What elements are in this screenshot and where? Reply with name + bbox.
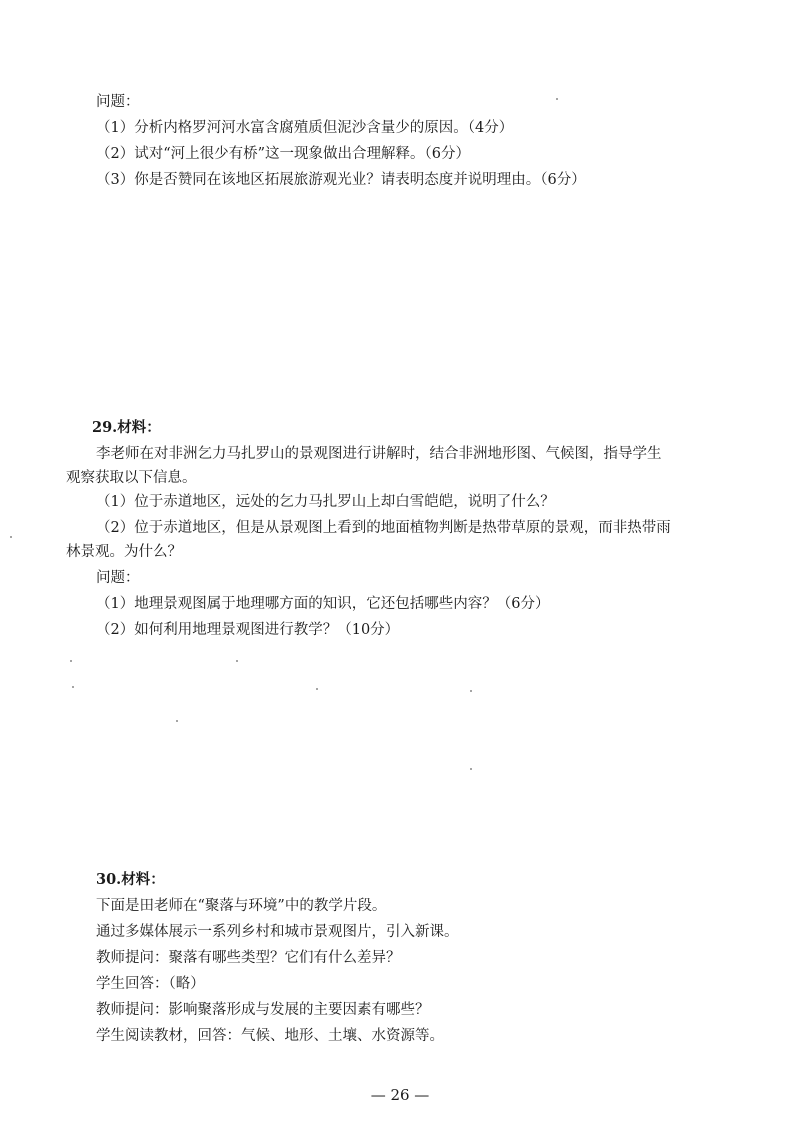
page-number: — 26 — [370, 1086, 430, 1104]
scan-speck [10, 536, 12, 538]
section29-info-1: （1）位于赤道地区，远处的乞力马扎罗山上却白雪皑皑，说明了什么？ [96, 494, 555, 510]
section30-line-1: 下面是田老师在“聚落与环境”中的教学片段。 [96, 898, 387, 914]
section28-wenti: 问题： [96, 94, 140, 110]
section30-line-3: 教师提问：聚落有哪些类型？它们有什么差异？ [96, 950, 401, 966]
scan-speck [70, 660, 72, 662]
scan-speck [236, 660, 238, 662]
section29-info-2-line-1: （2）位于赤道地区，但是从景观图上看到的地面植物判断是热带草原的景观，而非热带雨 [96, 520, 671, 536]
scan-speck [470, 690, 472, 692]
scan-speck [176, 720, 178, 722]
section30-line-2: 通过多媒体展示一系列乡村和城市景观图片，引入新课。 [96, 924, 459, 940]
scan-speck [556, 98, 558, 100]
section29-material-line-2: 观察获取以下信息。 [66, 470, 197, 486]
section29-q2: （2）如何利用地理景观图进行教学？（10分） [96, 622, 400, 638]
section29-heading: 29.材料： [92, 419, 161, 436]
section28-q1: （1）分析内格罗河河水富含腐殖质但泥沙含量少的原因。（4分） [96, 120, 514, 136]
section28-q3: （3）你是否赞同在该地区拓展旅游观光业？请表明态度并说明理由。（6分） [96, 172, 586, 188]
section29-material-line-1: 李老师在对非洲乞力马扎罗山的景观图进行讲解时，结合非洲地形图、气候图，指导学生 [96, 446, 662, 462]
section30-line-6: 学生阅读教材，回答：气候、地形、土壤、水资源等。 [96, 1028, 444, 1044]
section28-q2: （2）试对“河上很少有桥”这一现象做出合理解释。（6分） [96, 146, 471, 162]
section30-line-4: 学生回答：（略） [96, 976, 205, 992]
scan-speck [316, 688, 318, 690]
scan-speck [72, 686, 74, 688]
section30-heading: 30.材料： [96, 871, 165, 888]
section30-line-5: 教师提问：影响聚落形成与发展的主要因素有哪些？ [96, 1002, 430, 1018]
section29-q1: （1）地理景观图属于地理哪方面的知识，它还包括哪些内容？（6分） [96, 596, 550, 612]
section29-info-2-line-2: 林景观。为什么？ [66, 544, 182, 560]
section29-wenti: 问题： [96, 570, 140, 586]
scan-speck [470, 768, 472, 770]
